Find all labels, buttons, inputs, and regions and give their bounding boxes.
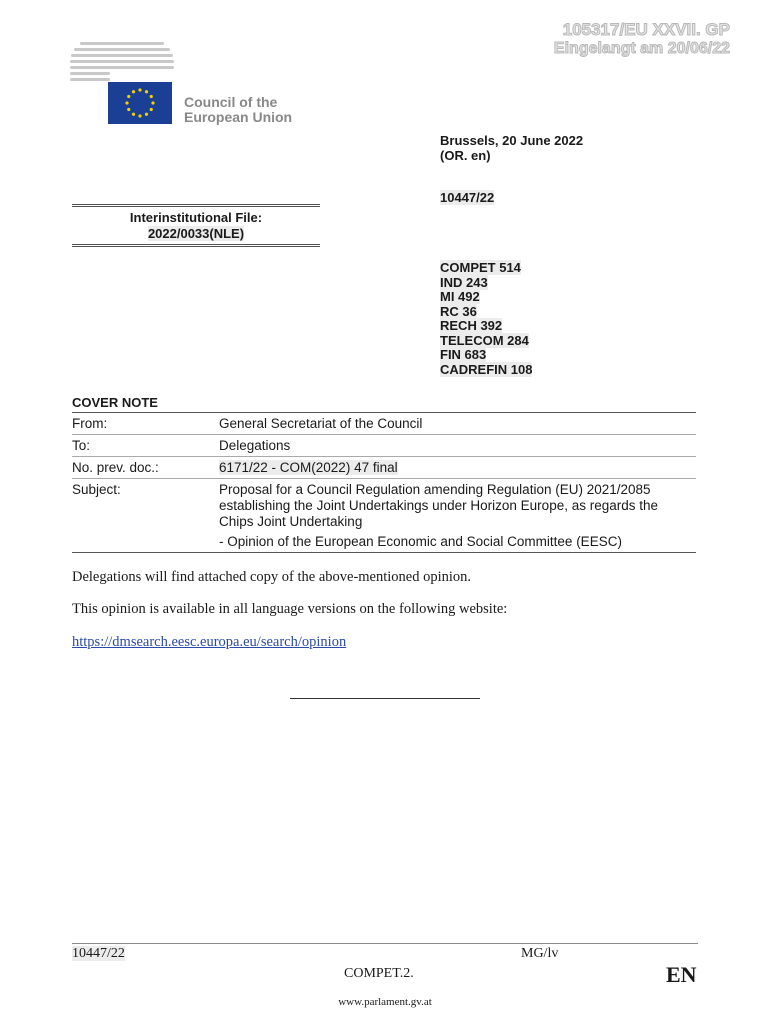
- subject-opinion: - Opinion of the European Economic and Social Committee (EESC): [219, 534, 622, 549]
- organization-name: [184, 95, 292, 125]
- from-value: General Secretariat of the Council: [219, 416, 423, 431]
- document-number: [440, 190, 494, 205]
- eu-flag-icon: [108, 82, 172, 124]
- code-item: CADREFIN 108: [440, 361, 533, 377]
- flag-star: [132, 113, 135, 116]
- flag-star: [125, 101, 128, 104]
- interinstitutional-label: Interinstitutional File:: [129, 210, 263, 225]
- flag-star: [150, 108, 153, 111]
- place-date: Brussels, 20 June 2022: [440, 133, 584, 148]
- original-language: (OR. en): [440, 148, 491, 163]
- separator-line: [290, 698, 480, 699]
- flag-star: [145, 113, 148, 116]
- footer-doc-number: [72, 946, 125, 962]
- footer-url: www.parlament.gv.at: [338, 996, 432, 1008]
- cover-row-prev-doc: [72, 457, 696, 479]
- document-number-text: 10447/22: [440, 190, 495, 205]
- flag-star: [145, 90, 148, 93]
- registration-stamp-number: 105317/EU XXVII. GP: [562, 20, 730, 39]
- opinion-link-wrap: [72, 634, 346, 651]
- cover-row-from: [72, 413, 696, 435]
- code-item: RECH 392: [440, 318, 503, 333]
- footer-rule: [72, 943, 698, 944]
- cover-row-to: [72, 435, 696, 457]
- footer-initials: MG/lv: [521, 946, 559, 961]
- cover-row-subject: [72, 479, 696, 552]
- footer-doc-number-text: 10447/22: [72, 946, 125, 961]
- footer-unit: COMPET.2.: [344, 966, 414, 981]
- flag-star: [127, 108, 130, 111]
- flag-star: [151, 101, 154, 104]
- classification-codes: [440, 261, 532, 377]
- flag-star: [150, 95, 153, 98]
- flag-star: [132, 90, 135, 93]
- council-logo-lines-icon: [70, 42, 174, 82]
- language-code: EN: [666, 962, 697, 987]
- code-item: FIN 683: [440, 347, 487, 362]
- interinstitutional-file: [72, 204, 320, 247]
- code-item: COMPET 514: [440, 260, 521, 275]
- prev-doc-label: No. prev. doc.:: [72, 460, 159, 475]
- interinstitutional-value: [72, 226, 320, 242]
- prev-doc-value-text: 6171/22 - COM(2022) 47 final: [219, 460, 398, 475]
- code-item: RC 36: [440, 303, 477, 319]
- flag-star: [138, 88, 141, 91]
- body-paragraph-1: Delegations will find attached copy of the above-mentioned opinion.: [72, 569, 472, 585]
- subject-text: Proposal for a Council Regulation amending Regulation (EU) 2021/2085 establishing the Joint Undertakings under Horizon Europe, as regards the Chips Joint Undertaking: [219, 482, 659, 529]
- org-name-line2: European Union: [184, 109, 293, 125]
- subject-value: [219, 479, 696, 552]
- code-item: TELECOM 284: [440, 332, 529, 348]
- org-name-line1: Council of the: [184, 94, 278, 110]
- body-paragraph-2: This opinion is available in all language versions on the following website:: [72, 601, 508, 617]
- prev-doc-value: [219, 457, 696, 478]
- to-label: To:: [72, 438, 91, 453]
- from-label: From:: [72, 416, 108, 431]
- to-value: Delegations: [219, 438, 291, 453]
- code-item: MI 492: [440, 289, 480, 304]
- cover-note-table: [72, 412, 696, 553]
- cover-note-title: COVER NOTE: [72, 395, 158, 410]
- interinstitutional-value-text: 2022/0033(NLE): [147, 226, 245, 241]
- flag-star: [127, 95, 130, 98]
- opinion-link[interactable]: https://dmsearch.eesc.europa.eu/search/opinion: [72, 634, 347, 650]
- subject-label: Subject:: [72, 482, 121, 497]
- registration-stamp-date: Eingelangt am 20/06/22: [553, 40, 730, 57]
- code-item: IND 243: [440, 274, 488, 290]
- flag-star: [138, 114, 141, 117]
